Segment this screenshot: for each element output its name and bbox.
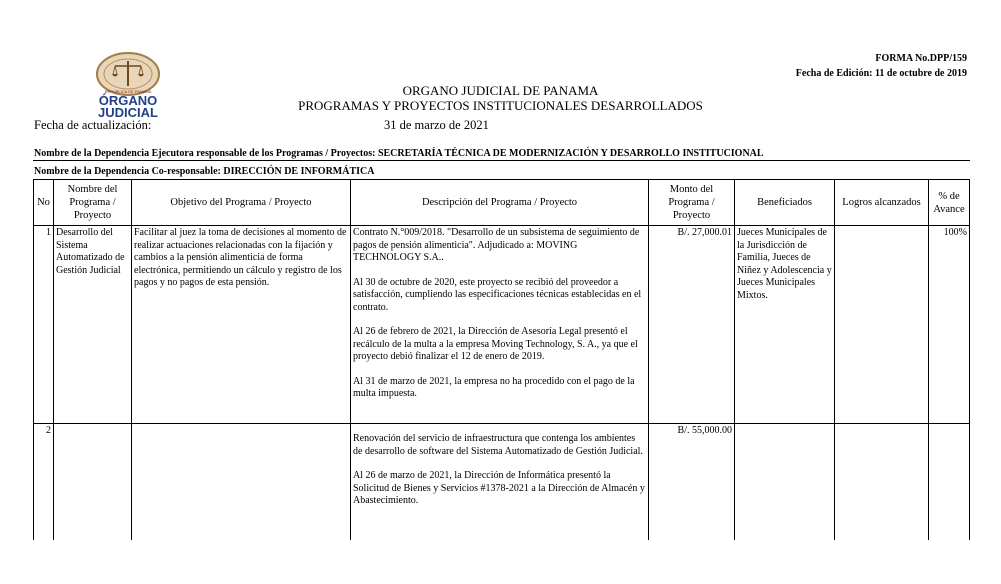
header-progress: % de Avance (929, 180, 970, 226)
svg-text:ÓRGANO: ÓRGANO (98, 93, 158, 108)
program-achievements (835, 424, 929, 540)
description-paragraph: Al 26 de febrero de 2021, la Dirección de Asesoría Legal presentó el recálculo de la multa a la empresa Moving Technology, S. A., ya que el proyecto debió finalizar el 12 de enero de 2019. (353, 326, 638, 362)
divider-line (33, 160, 970, 161)
form-number: FORMA No.DPP/159 (875, 53, 967, 64)
description-paragraph: Renovación del servicio de infraestructura que contenga los ambientes de desarrollo de software del Sistema Automatizado de Gestión Judicial. (353, 433, 643, 457)
program-objective: Facilitar al juez la toma de decisiones al momento de realizar actuaciones relacionadas con la fijación y cambios a la pensión alimenticia de forma electrónica, permitiendo un cálculo y registro de los pagos y no pagos de esta pensión. (132, 226, 351, 424)
program-name (54, 424, 132, 540)
program-beneficiaries: Jueces Municipales de la Jurisdicción de Familia, Jueces de Niñez y Adolescencia y Jueces Municipales Mixtos. (735, 226, 835, 424)
executing-dependency: Nombre de la Dependencia Ejecutora responsable de los Programas / Proyectos: SECRETARÍA TÉCNICA DE MODERNIZACIÓN Y DESARROLLO INSTITUCIONAL (34, 148, 764, 159)
program-amount: B/. 27,000.01 (649, 226, 735, 424)
program-amount: B/. 55,000.00 (649, 424, 735, 540)
header-description: Descripción del Programa / Proyecto (351, 180, 649, 226)
description-paragraph: Al 26 de marzo de 2021, la Dirección de Informática presentó la Solicitud de Bienes y Servicios #1378-2021 a la Dirección de Almacén y Abastecimiento. (353, 470, 645, 506)
row-number: 2 (34, 424, 54, 540)
co-responsible-dependency: Nombre de la Dependencia Co-responsable: DIRECCIÓN DE INFORMÁTICA (34, 166, 375, 177)
program-progress (929, 424, 970, 540)
svg-text:JUDICIAL: JUDICIAL (98, 105, 158, 118)
description-paragraph: Al 31 de marzo de 2021, la empresa no ha procedido con el pago de la multa impuesta. (353, 375, 635, 399)
program-description (351, 226, 649, 424)
program-description (351, 424, 649, 540)
header-objective: Objetivo del Programa / Proyecto (132, 180, 351, 226)
table-header-row (34, 180, 970, 226)
description-paragraph: Contrato N.°009/2018. "Desarrollo de un subsistema de seguimiento de pagos de pensión alimenticia". Adjudicado a: MOVING TECHNOLOGY S.A.. (353, 227, 640, 263)
header-achievements: Logros alcanzados (835, 180, 929, 226)
program-achievements (835, 226, 929, 424)
program-objective (132, 424, 351, 540)
table-row (34, 226, 970, 424)
header-amount: Monto del Programa / Proyecto (649, 180, 735, 226)
program-progress: 100% (929, 226, 970, 424)
program-beneficiaries (735, 424, 835, 540)
table-row (34, 424, 970, 540)
svg-text:REPÚBLICA DE PANAMÁ: REPÚBLICA DE PANAMÁ (104, 89, 152, 94)
header-no: No (34, 180, 54, 226)
page-title: ORGANO JUDICIAL DE PANAMA (402, 83, 599, 98)
programs-table (33, 179, 970, 540)
edition-date: Fecha de Edición: 11 de octubre de 2019 (795, 68, 967, 79)
program-name: Desarrollo del Sistema Automatizado de Gestión Judicial (54, 226, 132, 424)
header-name: Nombre del Programa / Proyecto (54, 180, 132, 226)
header-beneficiaries: Beneficiados (735, 180, 835, 226)
update-date-value: 31 de marzo de 2021 (384, 118, 489, 132)
update-date-label: Fecha de actualización: (34, 118, 152, 132)
row-number: 1 (34, 226, 54, 424)
page-subtitle: PROGRAMAS Y PROYECTOS INSTITUCIONALES DESARROLLADOS (298, 98, 703, 113)
description-paragraph: Al 30 de octubre de 2020, este proyecto se recibió del proveedor a satisfacción, cumpliendo las especificaciones técnicas establecidas en el contrato. (353, 276, 642, 313)
